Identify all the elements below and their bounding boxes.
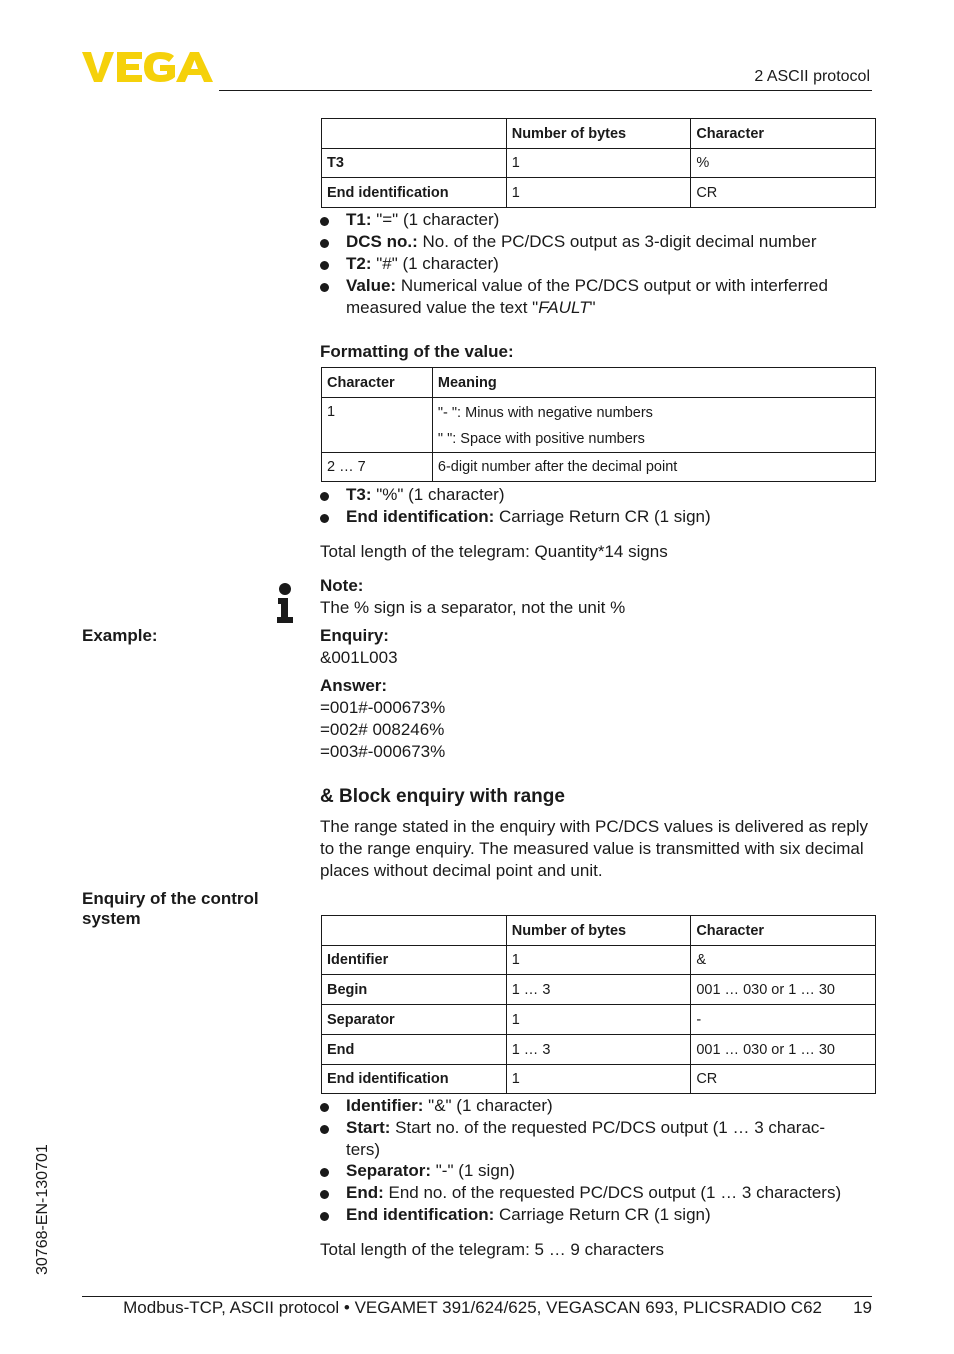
table-row: [322, 1035, 876, 1065]
bullet-icon: [320, 217, 329, 226]
table-cell: 1 … 3: [506, 1035, 691, 1065]
answer-line: =002# 008246%: [320, 720, 445, 739]
table-row: [322, 1005, 876, 1035]
table-cell: 001 … 030 or 1 … 30: [691, 1035, 876, 1065]
document-number: 30768-EN-130701: [34, 1144, 51, 1275]
table-telegram-end: [321, 118, 876, 208]
table-header-cell: Number of bytes: [506, 916, 691, 946]
table-cell: End identification: [322, 178, 507, 208]
side-label: [82, 889, 259, 929]
section-title: & Block enquiry with range: [320, 786, 565, 807]
item-emphasis: FAULT: [538, 298, 590, 317]
bullet-icon: [320, 239, 329, 248]
list-item: [320, 231, 875, 253]
item-text: Numerical value of the PC/DCS output or with interferred measured value the text ": [346, 276, 828, 317]
table-header-cell: Meaning: [432, 368, 875, 398]
table-row: [322, 178, 876, 208]
table-row: [322, 975, 876, 1005]
table-cell: 1: [506, 1065, 691, 1094]
item-label: End:: [346, 1183, 384, 1202]
item-label: T3:: [346, 485, 372, 504]
telegram-length: Total length of the telegram: 5 … 9 characters: [320, 1240, 664, 1259]
table-header-cell: [322, 916, 507, 946]
table-header-row: [322, 916, 876, 946]
table-header-row: [322, 119, 876, 149]
footer-title: Modbus-TCP, ASCII protocol • VEGAMET 391/624/625, VEGASCAN 693, PLICSRADIO C62: [123, 1298, 822, 1317]
item-text: "%" (1 character): [371, 485, 505, 504]
meaning-line: "- ": Minus with negative numbers: [437, 405, 653, 421]
bullet-icon: [320, 1212, 329, 1221]
table-header-cell: Character: [691, 119, 876, 149]
list-item: [320, 253, 875, 275]
table-cell: 1: [506, 1005, 691, 1035]
table-cell: 1: [506, 149, 691, 178]
table-cell: Begin: [322, 975, 507, 1005]
table-cell: End: [322, 1035, 507, 1065]
table-cell: 1 … 3: [506, 975, 691, 1005]
table-formatting: [321, 367, 876, 482]
bullet-icon: [320, 514, 329, 523]
table-cell: Separator: [322, 1005, 507, 1035]
table-cell: 1: [506, 178, 691, 208]
table-cell: 2 … 7: [322, 453, 433, 482]
answer-line: =003#-000673%: [320, 742, 446, 761]
bullet-icon: [320, 1168, 329, 1177]
list-item: [320, 1117, 875, 1161]
item-label: T1:: [346, 210, 372, 229]
item-text: Carriage Return CR (1 sign): [494, 1205, 711, 1224]
item-label: End identification:: [346, 507, 495, 526]
item-text: Start no. of the requested PC/DCS output (1 … 3 charac-: [390, 1118, 826, 1137]
vega-logo: [82, 50, 214, 84]
meaning-line: " ": Space with positive numbers: [437, 431, 645, 447]
table-cell: [432, 398, 875, 453]
item-label: Separator:: [346, 1161, 432, 1180]
table-cell: -: [691, 1005, 876, 1035]
item-text-after: ": [589, 298, 596, 317]
table-row: [322, 453, 876, 482]
table-row: [322, 1065, 876, 1094]
item-text-line2: ters): [346, 1140, 380, 1159]
item-text: "&" (1 character): [423, 1096, 553, 1115]
table-header-cell: Character: [691, 916, 876, 946]
table-header-cell: Character: [322, 368, 433, 398]
table-cell: End identification: [322, 1065, 507, 1094]
list-item: [320, 506, 875, 528]
note-text: The % sign is a separator, not the unit %: [320, 598, 626, 617]
formatting-heading: Formatting of the value:: [320, 342, 514, 361]
table-cell: &: [691, 946, 876, 975]
section-intro: The range stated in the enquiry with PC/DCS values is delivered as reply to the range enquiry. The measured value is transmitted with six decimal places without decimal point and unit.: [320, 817, 869, 880]
item-label: DCS no.:: [346, 232, 418, 251]
table-row: [322, 398, 876, 453]
item-text: No. of the PC/DCS output as 3-digit decimal number: [417, 232, 817, 251]
note-title: Note:: [320, 576, 364, 595]
item-label: Start:: [346, 1118, 391, 1137]
list-item: [320, 209, 875, 231]
side-label-line: system: [82, 909, 141, 928]
enquiry-title: Enquiry:: [320, 626, 389, 645]
bullet-icon: [320, 261, 329, 270]
example-label: Example:: [82, 626, 158, 645]
list-item: [320, 484, 875, 506]
header-section: 2 ASCII protocol: [754, 68, 870, 85]
table-header-cell: Number of bytes: [506, 119, 691, 149]
bullet-icon: [320, 1190, 329, 1199]
side-label-line: Enquiry of the control: [82, 889, 259, 908]
item-text: "-" (1 sign): [431, 1161, 515, 1180]
item-label: End identification:: [346, 1205, 495, 1224]
bullet-icon: [320, 1125, 329, 1134]
table-header-row: [322, 368, 876, 398]
list-item: [320, 1204, 875, 1226]
item-label: Identifier:: [346, 1096, 424, 1115]
table-cell: 1: [506, 946, 691, 975]
item-text: End no. of the requested PC/DCS output (1 … 3 characters): [383, 1183, 842, 1202]
table-cell: 6-digit number after the decimal point: [432, 453, 875, 482]
list-item: [320, 1182, 875, 1204]
table-cell: Identifier: [322, 946, 507, 975]
table-header-cell: [322, 119, 507, 149]
table-row: [322, 149, 876, 178]
header-rule: [219, 90, 872, 91]
table-cell: CR: [691, 178, 876, 208]
list-item: [320, 1095, 875, 1117]
answer-line: =001#-000673%: [320, 698, 446, 717]
table-row: [322, 946, 876, 975]
bullet-icon: [320, 1103, 329, 1112]
page-number: 19: [853, 1298, 872, 1317]
table-cell: T3: [322, 149, 507, 178]
item-text: "#" (1 character): [371, 254, 499, 273]
enquiry-value: &001L003: [320, 648, 398, 667]
table-cell: 1: [322, 398, 433, 453]
table-block-enquiry: [321, 915, 876, 1094]
list-item: [320, 1160, 875, 1182]
bullet-icon: [320, 492, 329, 501]
footer-rule: [82, 1296, 872, 1297]
table-cell: CR: [691, 1065, 876, 1094]
list-item: [320, 275, 875, 319]
item-label: T2:: [346, 254, 372, 273]
item-text: "=" (1 character): [371, 210, 500, 229]
info-icon: [275, 583, 295, 623]
telegram-length: Total length of the telegram: Quantity*14 signs: [320, 542, 668, 561]
table-cell: 001 … 030 or 1 … 30: [691, 975, 876, 1005]
table-cell: %: [691, 149, 876, 178]
brand-text: VEGA: [82, 50, 85, 51]
answer-title: Answer:: [320, 676, 388, 695]
bullet-icon: [320, 283, 329, 292]
item-label: Value:: [346, 276, 397, 295]
item-text: Carriage Return CR (1 sign): [494, 507, 711, 526]
